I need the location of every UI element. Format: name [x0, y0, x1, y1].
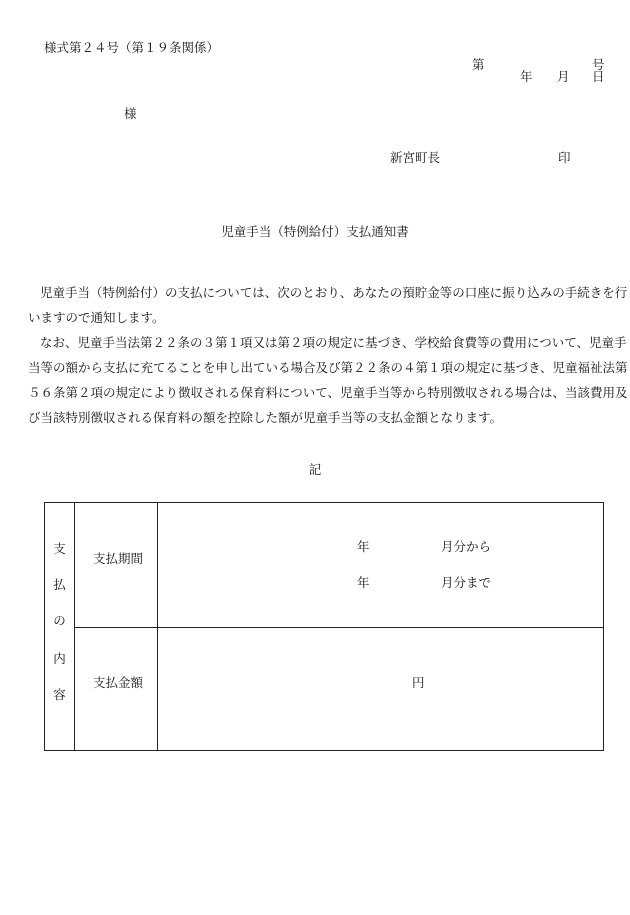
side-header-char: の — [53, 613, 66, 628]
paragraph-line-3: なお、児童手当法第２２条の３第１項又は第２項の規定に基づき、学校給食費等の費用について、児童手 — [40, 335, 627, 350]
side-header-char: 内 — [53, 651, 66, 666]
period-from-year: 年 — [357, 539, 370, 554]
paragraph-line-5: ５６条第２項の規定により徴収される保育料について、児童手当等から特別徴収される場合は、当該費用及 — [28, 385, 628, 400]
payment-period-label: 支払期間 — [93, 551, 144, 566]
ki-marker: 記 — [308, 462, 322, 477]
addressee-suffix: 様 — [124, 106, 137, 121]
side-header-char: 払 — [53, 577, 66, 592]
paragraph-line-1: 児童手当（特例給付）の支払については、次のとおり、あなたの預貯金等の口座に振り込みの手続きを行 — [40, 285, 628, 300]
side-header-char: 容 — [53, 687, 66, 702]
document-number-suffix: 号 — [592, 57, 605, 72]
date-day: 日 — [592, 69, 605, 84]
period-from-month: 月分から — [441, 539, 492, 554]
payment-amount-label: 支払金額 — [93, 675, 144, 690]
period-to-year: 年 — [357, 575, 370, 590]
period-to-month: 月分まで — [441, 575, 492, 590]
table-divider-row — [74, 627, 603, 628]
document-title: 児童手当（特例給付）支払通知書 — [221, 224, 409, 239]
issuer-name: 新宮町長 — [390, 150, 441, 165]
date-month: 月 — [557, 69, 570, 84]
side-header-char: 支 — [53, 541, 66, 556]
document-number-prefix: 第 — [472, 57, 485, 72]
amount-unit: 円 — [412, 675, 425, 690]
payment-details-table — [44, 502, 604, 751]
paragraph-line-4: 当等の額から支払に充てることを申し出ている場合及び第２２条の４第１項の規定に基づき、児童福祉法第 — [28, 360, 628, 375]
date-year: 年 — [520, 69, 533, 84]
seal-mark: 印 — [558, 150, 571, 165]
form-number: 様式第２４号（第１９条関係） — [44, 40, 220, 55]
paragraph-line-2: いますので通知します。 — [28, 310, 165, 325]
paragraph-line-6: び当該特別徴収される保育料の額を控除した額が児童手当等の支払金額となります。 — [28, 410, 503, 425]
